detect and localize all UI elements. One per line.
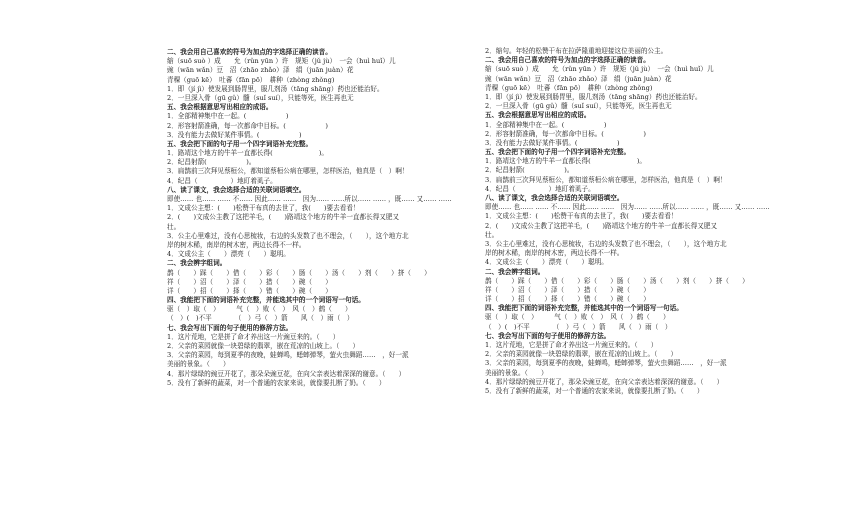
worksheet-line: （ ）( )不平 （ ）弓（ ）箭 风（ ）雨（ ） (485, 322, 672, 331)
section-heading: 七、我会写出下面的句子使用的修辞方法。 (167, 323, 293, 332)
worksheet-line: 3．扁鹊前三次拜见蔡桓公，都知道蔡桓公病在哪里，怎样医治，他真是（ ）啊！ (167, 167, 409, 176)
worksheet-line: 3．公主心里难过，没有心思梳妆，右边的头发数了也不理会，（ ），这个地方北 (485, 239, 727, 248)
worksheet-line: 3．没有能力去做好某件事情。( ) (167, 130, 302, 139)
worksheet-line: 2．父亲的菜园就像一块碧绿的翡翠，嵌在荒凉的山坡上。（ ） (167, 342, 360, 350)
worksheet-line: 即使…… 也…… …… 不…… 因此…… …… 因为…… ……所以…… …… ，既…… 又…… …… (485, 203, 770, 212)
worksheet-left-column (167, 48, 497, 388)
worksheet-line: 3．父亲的菜园，每到夏季的夜晚，蛙蝉鸣，蟋蟀弹琴，萤火虫舞蹈…… ，好一派 (485, 359, 727, 368)
worksheet-line: 1．文成公主想：( )松赞干布真的去世了，我( )要去看看！ (167, 204, 360, 213)
worksheet-line: 2．( )文成公主教了这把羊毛，( )路靖这个地方的牛羊一直都长得又肥又 (167, 213, 400, 222)
worksheet-line: 缩（suō suò ）成 允（rǔn yūn ）许 规矩（jǔ jù） 一会（huì huǐ）儿 (167, 57, 396, 66)
worksheet-line: 鹊（ ）踩（ ）借（ ）彩（ ）肠（ ）汤（ ）剂（ ）挤（ ） (167, 268, 431, 277)
worksheet-line: 2．纪昌射箭( )。 (167, 158, 256, 167)
worksheet-line: 1．全部精神集中在一起。( ) (485, 120, 607, 129)
section-heading: 四、我能把下面的词语补充完整，并能选其中的一个词语写一句话。 (167, 296, 365, 305)
worksheet-line: 即使…… 也…… …… 不…… 因此…… …… 因为…… ……所以…… …… ，既…… 又…… …… (167, 195, 452, 203)
section-heading: 二、我会用自己喜欢的符号为加点的字选择正确的读音。 (485, 56, 650, 65)
worksheet-line: 青稞（guō kē） 吐蕃（fān pō） 耕种（zhòng zhǒng) (485, 83, 653, 92)
worksheet-line: 3．父亲的菜园，每到夏季的夜晚，蛙蝉鸣，蟋蟀弹琴，萤火虫舞蹈…… ，好一派 (167, 351, 409, 360)
worksheet-line: 4．文成公主（ ）漂亮（ ）聪明。 (485, 258, 608, 267)
worksheet-line: 3．扁鹊前三次拜见蔡桓公，都知道蔡桓公病在哪里，怎样医治，他真是（ ）啊！ (485, 175, 727, 184)
worksheet-line: 1．路靖这个地方的牛羊一直都长得( )。 (167, 149, 328, 158)
worksheet-line: 美丽的景象。（ ） (167, 360, 230, 369)
worksheet-line: 壮。 (485, 230, 499, 239)
worksheet-line: 4．文成公主（ ）漂亮（ ）聪明。 (167, 250, 290, 259)
worksheet-line: 缩（suō suò ）成 允（rǔn yūn ）许 规矩（jǔ jù） 一会（huì huǐ）儿 (485, 65, 714, 74)
worksheet-line: 2．缩句。年轻的松赞干布在拉萨隆重地迎接这位美丽的公主。 (485, 47, 668, 55)
section-heading: 二、我会辨字组词。 (485, 267, 545, 276)
worksheet-line: 4．纪昌（ ）地盯着虱子。 (485, 184, 595, 193)
worksheet-line: 祥（ ）沼（ ）泽（ ）措（ ）碗（ ） (485, 285, 650, 294)
section-heading: 五、我会根据意思写出相应的成语。 (485, 111, 591, 120)
worksheet-line: （ ）( )不平 （ ）弓（ ）箭 风（ ）雨（ ） (167, 314, 354, 323)
worksheet-line: 2．纪昌射箭( )。 (485, 166, 574, 175)
worksheet-line: 4．纪昌（ ）地盯着虱子。 (167, 176, 277, 185)
worksheet-line: 2．父亲的菜园就像一块碧绿的翡翠，嵌在荒凉的山坡上。（ ） (485, 350, 678, 359)
worksheet-line: 1．即（jí jì）使发展到肠胃里，服几剂汤（tāng shāng）药也还能治好。 (485, 92, 702, 101)
worksheet-line: 豌（wān wǎn）豆 沼（zhāo zhǎo）泽 绢（juān juàn）花 (485, 74, 672, 83)
worksheet-line: 美丽的景象。（ ） (485, 368, 548, 377)
worksheet-line: 1．全部精神集中在一起。( ) (167, 112, 289, 121)
worksheet-line: 祥（ ）沼（ ）泽（ ）措（ ）碗（ ） (167, 277, 332, 286)
worksheet-line: 1．文成公主想：( )松赞干布真的去世了，我( )要去看看！ (485, 212, 678, 221)
worksheet-line: 3．没有能力去做好某件事情。( ) (485, 138, 620, 147)
worksheet-line: 岸的树木稀，南岸的树木密，两边长得不一样。 (167, 240, 306, 249)
worksheet-line: 4．那片绿绿的豌豆开花了，那朵朵豌豆花，在向父亲表达着深深的谢意。（ ） (167, 369, 406, 378)
worksheet-line: 2．一旦深入骨（gū gǔ）髓（suǐ suí），只能等死，医生再也无 (167, 93, 354, 102)
worksheet-right-column (485, 47, 815, 396)
section-heading: 五、我会根据意思写出相应的成语。 (167, 103, 273, 112)
worksheet-line: 详（ ）招（ ）择（ ）错（ ）碗（ ） (167, 286, 332, 295)
section-heading: 七、我会写出下面的句子使用的修辞方法。 (485, 331, 611, 340)
worksheet-line: 5．没有了新鲜的蔬菜，对一个普通的农家来说，就像要扎断了奶。（ ） (167, 378, 386, 387)
worksheet-line: 5．没有了新鲜的蔬菜，对一个普通的农家来说，就像要扎断了奶。（ ） (485, 386, 704, 395)
section-heading: 二、我会用自己喜欢的符号为加点的字选择正确的读音。 (167, 48, 332, 56)
worksheet-line: 1．这片荒地，它是拼了命才养出这一片豌豆来的。（ ） (485, 341, 658, 349)
section-heading: 五、我会把下面的句子用一个四字词语补充完整。 (167, 139, 313, 148)
worksheet-line: 1．这片荒地，它是拼了命才养出这一片豌豆来的。（ ） (167, 332, 340, 341)
worksheet-line: 2．形容射箭准确，每一次都命中目标。( ) (167, 121, 328, 130)
worksheet-line: 壮。 (167, 222, 181, 231)
worksheet-line: 驱（ ）取（ ） 气（ ）败（ ） 风（ ）鹤（ ） (485, 313, 670, 322)
section-heading: 四、我能把下面的词语补充完整，并能选其中的一个词语写一句话。 (485, 304, 683, 313)
worksheet-line: 鹊（ ）踩（ ）借（ ）彩（ ）肠（ ）汤（ ）剂（ ）挤（ ） (485, 276, 749, 285)
worksheet-line: 1．即（jí jì）使发展到肠胃里，服几剂汤（tāng shāng）药也还能治好。 (167, 84, 384, 93)
worksheet-line: 驱（ ）取（ ） 气（ ）败（ ） 风（ ）鹤（ ） (167, 305, 352, 314)
worksheet-line: 详（ ）招（ ）择（ ）错（ ）碗（ ） (485, 295, 650, 304)
worksheet-line: 豌（wān wǎn）豆 沼（zhāo zhǎo）泽 绢（juān juàn）花 (167, 66, 354, 75)
worksheet-line: 3．公主心里难过，没有心思梳妆，右边的头发数了也不理会，（ ），这个地方北 (167, 231, 409, 240)
section-heading: 八、读了课文，我会选择合适的关联词语填空。 (167, 185, 306, 194)
worksheet-line: 1．路靖这个地方的牛羊一直都长得( )。 (485, 157, 646, 166)
worksheet-line: 2．一旦深入骨（gū gǔ）髓（suǐ suí），只能等死，医生再也无 (485, 102, 672, 111)
worksheet-line: 岸的树木稀，南岸的树木密，两边长得不一样。 (485, 249, 624, 258)
worksheet-line: 2．( )文成公主教了这把羊毛，( )路靖这个地方的牛羊一直都长得又肥又 (485, 221, 718, 230)
section-heading: 八、读了课文，我会选择合适的关联词语填空。 (485, 194, 624, 202)
worksheet-line: 青稞（guō kē） 吐蕃（fān pō） 耕种（zhòng zhǒng) (167, 75, 335, 84)
section-heading: 二、我会辨字组词。 (167, 259, 227, 268)
worksheet-line: 2．形容射箭准确，每一次都命中目标。( ) (485, 129, 646, 138)
worksheet-line: 4．那片绿绿的豌豆开花了，那朵朵豌豆花，在向父亲表达着深深的谢意。（ ） (485, 377, 724, 386)
section-heading: 五、我会把下面的句子用一个四字词语补充完整。 (485, 148, 631, 157)
